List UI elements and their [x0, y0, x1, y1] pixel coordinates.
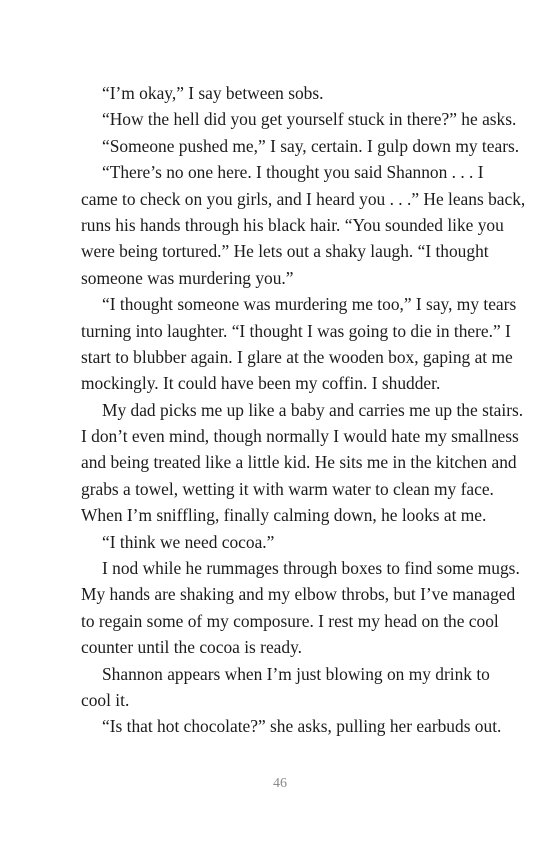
text-line: “I thought someone was murdering me too,” I say, my tears: [102, 294, 517, 315]
text-line: I don’t even mind, though normally I would hate my smallness: [81, 426, 519, 447]
text-line: “How the hell did you get yourself stuck in there?” he asks.: [102, 109, 517, 130]
text-line: My hands are shaking and my elbow throbs, but I’ve managed: [81, 584, 516, 605]
text-line: came to check on you girls, and I heard you . . .” He leans back,: [81, 188, 526, 209]
text-line: start to blubber again. I glare at the wooden box, gaping at me: [81, 346, 513, 367]
text-line: mockingly. It could have been my coffin. I shudder.: [81, 373, 441, 394]
text-line: counter until the cocoa is ready.: [81, 637, 302, 658]
text-line: “I think we need cocoa.”: [102, 531, 275, 552]
text-line: and being treated like a little kid. He sits me in the kitchen and: [81, 452, 517, 473]
text-line: someone was murdering you.”: [81, 267, 294, 288]
text-line: cool it.: [81, 689, 130, 710]
text-line: “Is that hot chocolate?” she asks, pulling her earbuds out.: [102, 716, 502, 737]
text-line: Shannon appears when I’m just blowing on my drink to: [102, 663, 490, 684]
text-line: turning into laughter. “I thought I was going to die in there.” I: [81, 320, 511, 341]
body-text: [81, 80, 526, 740]
text-line: were being tortured.” He lets out a shaky laugh. “I thought: [81, 241, 489, 262]
page-number: 46: [273, 776, 287, 791]
text-line: When I’m sniffling, finally calming down, he looks at me.: [81, 505, 487, 526]
text-line: to regain some of my composure. I rest my head on the cool: [81, 610, 499, 631]
text-line: “There’s no one here. I thought you said Shannon . . . I: [102, 162, 484, 183]
text-line: runs his hands through his black hair. “You sounded like you: [81, 214, 504, 235]
text-line: grabs a towel, wetting it with warm water to clean my face.: [81, 478, 494, 499]
text-line: “Someone pushed me,” I say, certain. I gulp down my tears.: [102, 135, 520, 156]
text-line: I nod while he rummages through boxes to find some mugs.: [102, 558, 520, 579]
text-line: “I’m okay,” I say between sobs.: [102, 83, 324, 103]
text-line: My dad picks me up like a baby and carries me up the stairs.: [102, 399, 524, 420]
